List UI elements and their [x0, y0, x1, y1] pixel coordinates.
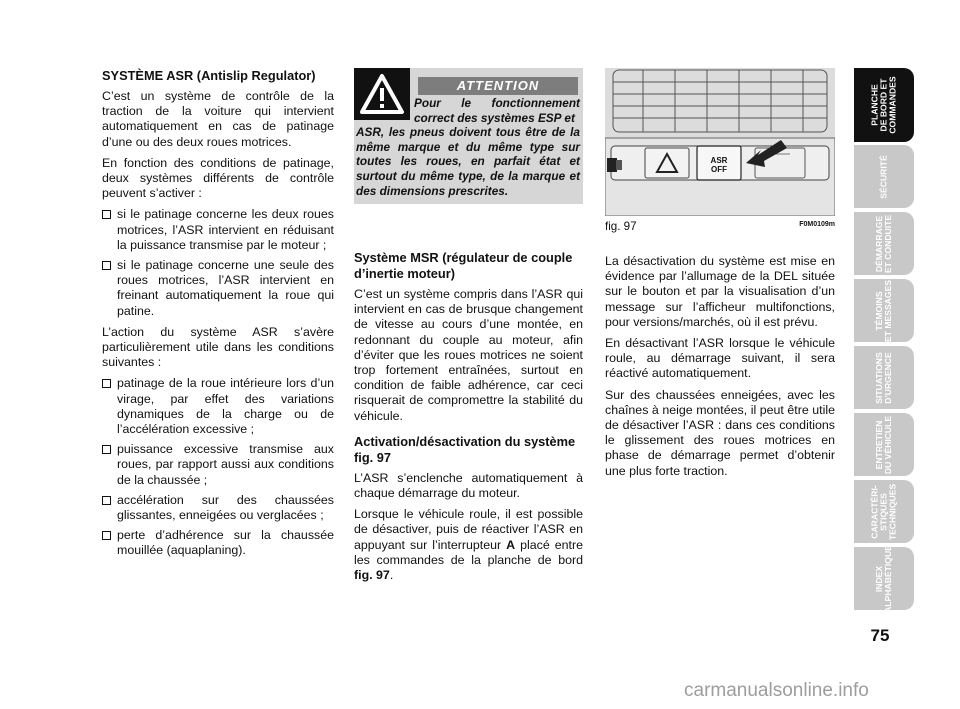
figure-code: F0M0109m [799, 221, 835, 228]
text-run-bold: A [506, 537, 516, 552]
tab-label: INDEX ALPHABÉTIQUE [874, 544, 893, 613]
section-heading-msr: Système MSR (régulateur de couple d’inertie moteur) [354, 250, 573, 281]
list-item: patinage de la roue intérieure lors d’un virage, par effet des variations dynamiques de la charge ou de l’accélération excessive ; [102, 376, 334, 437]
section-heading-asr: SYSTÈME ASR (Antislip Regulator) [102, 68, 316, 83]
list-item: puissance excessive transmise aux roues, par rapport aussi aux conditions de la chaussée ; [102, 442, 334, 488]
column-left [102, 68, 334, 565]
paragraph: C’est un système de contrôle de la traction de la voiture qui intervient automatiquement en cas de patinage d’une ou des deux roues motrices. [102, 89, 334, 149]
warning-text-first: Pour le fonctionnement correct des systèmes ESP et [414, 96, 580, 125]
tab-label: CARACTÉRI- STIQUES TECHNIQUES [869, 483, 898, 540]
asr-off-button-label [697, 156, 741, 174]
tab-index[interactable] [854, 544, 914, 613]
paragraph: Sur des chaussées enneigées, avec les chaînes à neige montées, il peut être utile de désactiver l’ASR : dans ces conditions le glissement des roues motrices en phase de démarrage permet d’obtenir une plus forte traction. [605, 387, 835, 478]
list-item: accélération sur des chaussées glissantes, enneigées ou verglacées ; [102, 493, 334, 523]
section-heading-activation: Activation/désactivation du système fig. 97 [354, 433, 576, 465]
figure-caption [605, 220, 835, 233]
tab-situations[interactable] [854, 346, 914, 409]
asr-label-line1: ASR [710, 156, 728, 165]
tab-label: TÉMOINS ET MESSAGES [874, 279, 893, 342]
list-item: perte d’adhérence sur la chaussée mouillée (aquaplaning). [102, 528, 334, 558]
tab-temoins[interactable] [854, 279, 914, 342]
tab-label: PLANCHE DE BORD ET COMMANDES [869, 76, 898, 134]
warning-text [356, 96, 580, 198]
page-number: 75 [870, 626, 890, 645]
paragraph: L’ASR s’enclenche automatiquement à chaque démarrage du moteur. [354, 470, 583, 501]
tab-entretien[interactable] [854, 413, 914, 476]
paragraph: En fonction des conditions de patinage, deux systèmes différents de contrôle peuvent s’activer : [102, 155, 334, 201]
warning-title: ATTENTION [418, 77, 578, 95]
tab-planche-de-bord[interactable] [854, 68, 914, 142]
warning-box [354, 68, 583, 204]
paragraph: L’action du système ASR s’avère particulièrement utile dans les conditions suivantes : [102, 324, 334, 370]
paragraph: C’est un système compris dans l’ASR qui intervient en cas de brusque changement de vitesse au cours d’une montée, en redonnant du couple au moteur, afin d’éviter que les roues motrices ne soient trop fortement entraînées, surtout en condition de faible adhérence, car ceci risquerait de compromettre la stabilité du véhicule. [354, 287, 583, 423]
column-right [605, 254, 835, 485]
paragraph [354, 507, 583, 583]
tab-label: SÉCURITÉ [878, 154, 889, 199]
tab-caracteristiques[interactable] [854, 480, 914, 543]
list-item: si le patinage concerne les deux roues motrices, l’ASR intervient en réduisant la puissance transmise par le moteur ; [102, 207, 334, 253]
bullet-list [102, 207, 334, 318]
tab-label: SITUATIONS D’URGENCE [874, 351, 893, 404]
text-run: . [389, 568, 394, 583]
asr-label-line2: OFF [711, 165, 727, 174]
fig-reference: fig. 97 [354, 568, 390, 583]
column-middle [354, 250, 583, 589]
dashboard-illustration [605, 68, 835, 216]
list-item: si le patinage concerne une seule des roues motrices, l’ASR intervient en freinant automatiquement la roue qui patine. [102, 258, 334, 319]
tab-securite[interactable] [854, 145, 914, 208]
tab-label: ENTRETIEN DU VÉHICULE [874, 415, 893, 474]
warning-text-rest: ASR, les pneus doivent tous être de la même marque et du même type sur toutes les roues, en parfait état et surtout du même type, de la marque et des dimensions prescrites. [356, 125, 580, 198]
tab-demarrage[interactable] [854, 212, 914, 275]
text-run: placé entre les commandes de la planche de bord [354, 537, 583, 567]
figure-number: fig. 97 [605, 220, 637, 233]
bullet-list [102, 376, 334, 558]
figure-97 [605, 68, 835, 216]
tab-label: DÉMARRAGE ET CONDUITE [874, 214, 893, 273]
paragraph: En désactivant l’ASR lorsque le véhicule roule, au démarrage suivant, il sera réactivé automatiquement. [605, 336, 835, 381]
paragraph: La désactivation du système est mise en évidence par l’allumage de la DEL située sur le bouton et par la visualisation d’un message sur l’afficheur multifonctions, pour versions/marchés, où il est prévu. [605, 254, 835, 329]
watermark: carmanualsonline.info [684, 680, 869, 701]
text-run: Lorsque le véhicule roule, il est possible de désactiver, puis de réactiver l’ASR en appuyant sur l’interrupteur [354, 507, 583, 552]
